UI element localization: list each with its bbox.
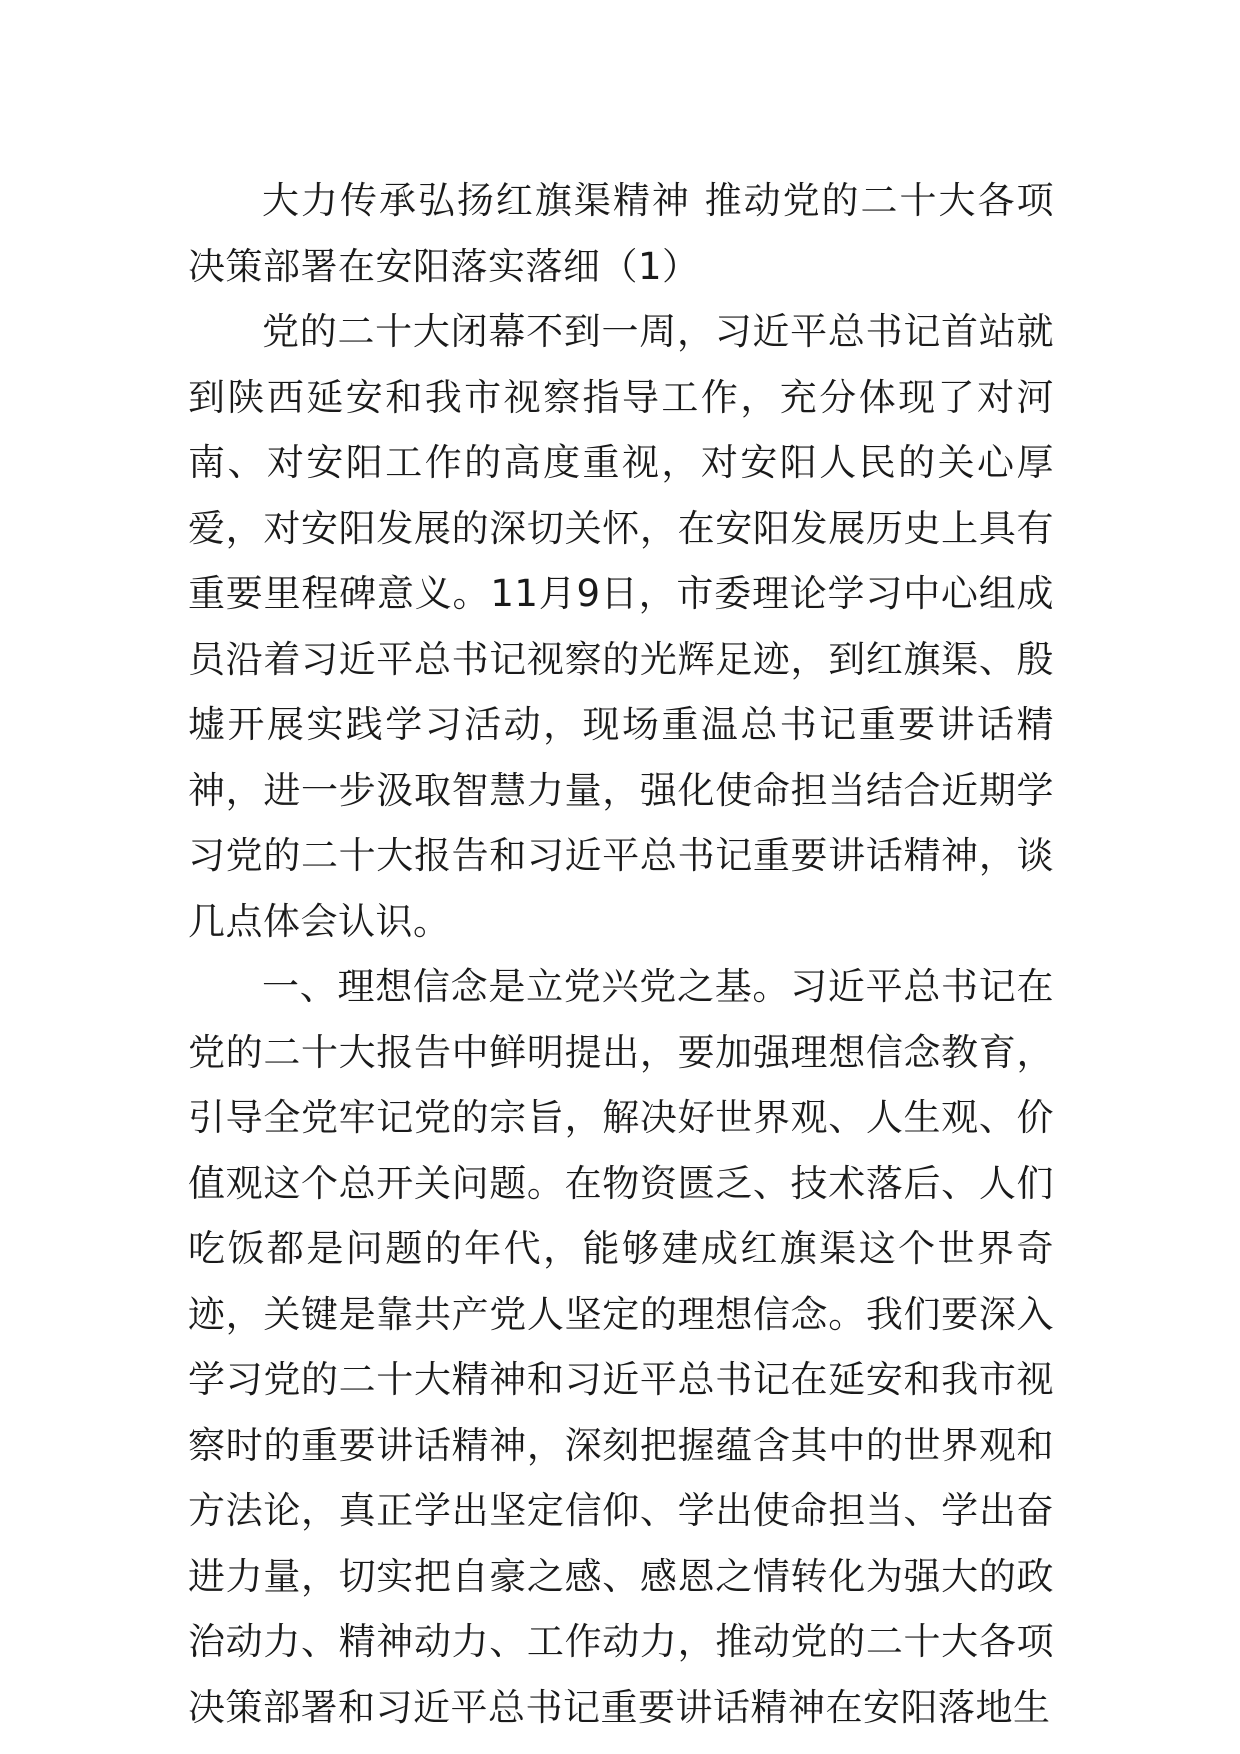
document-body: [188, 168, 1054, 1740]
document-title: 大力传承弘扬红旗渠精神 推动党的二十大各项决策部署在安阳落实落细（1）: [188, 179, 1054, 288]
paragraph-section-one: 一、理想信念是立党兴党之基。习近平总书记在党的二十大报告中鲜明提出，要加强理想信念教育，引导全党牢记党的宗旨，解决好世界观、人生观、价值观这个总开关问题。在物资匮乏、技术落后、人们吃饭都是问题的年代，能够建成红旗渠这个世界奇迹，关键是靠共产党人坚定的理想信念。我们要深入学习党的二十大精神和习近平总书记在延安和我市视察时的重要讲话精神，深刻把握蕴含其中的世界观和方法论，真正学出坚定信仰、学出使命担当、学出奋进力量，切实把自豪之感、感恩之情转化为强大的政治动力、精神动力、工作动力，推动党的二十大各项决策部署和习近平总书记重要讲话精神在安阳落地生: [188, 965, 1054, 1729]
paragraph-intro: 党的二十大闭幕不到一周，习近平总书记首站就到陕西延安和我市视察指导工作，充分体现了对河南、对安阳工作的高度重视，对安阳人民的关心厚爱，对安阳发展的深切关怀，在安阳发展历史上具有重要里程碑意义。11月9日，市委理论学习中心组成员沿着习近平总书记视察的光辉足迹，到红旗渠、殷墟开展实践学习活动，现场重温总书记重要讲话精神，进一步汲取智慧力量，强化使命担当结合近期学习党的二十大报告和习近平总书记重要讲话精神，谈几点体会认识。: [188, 310, 1054, 943]
